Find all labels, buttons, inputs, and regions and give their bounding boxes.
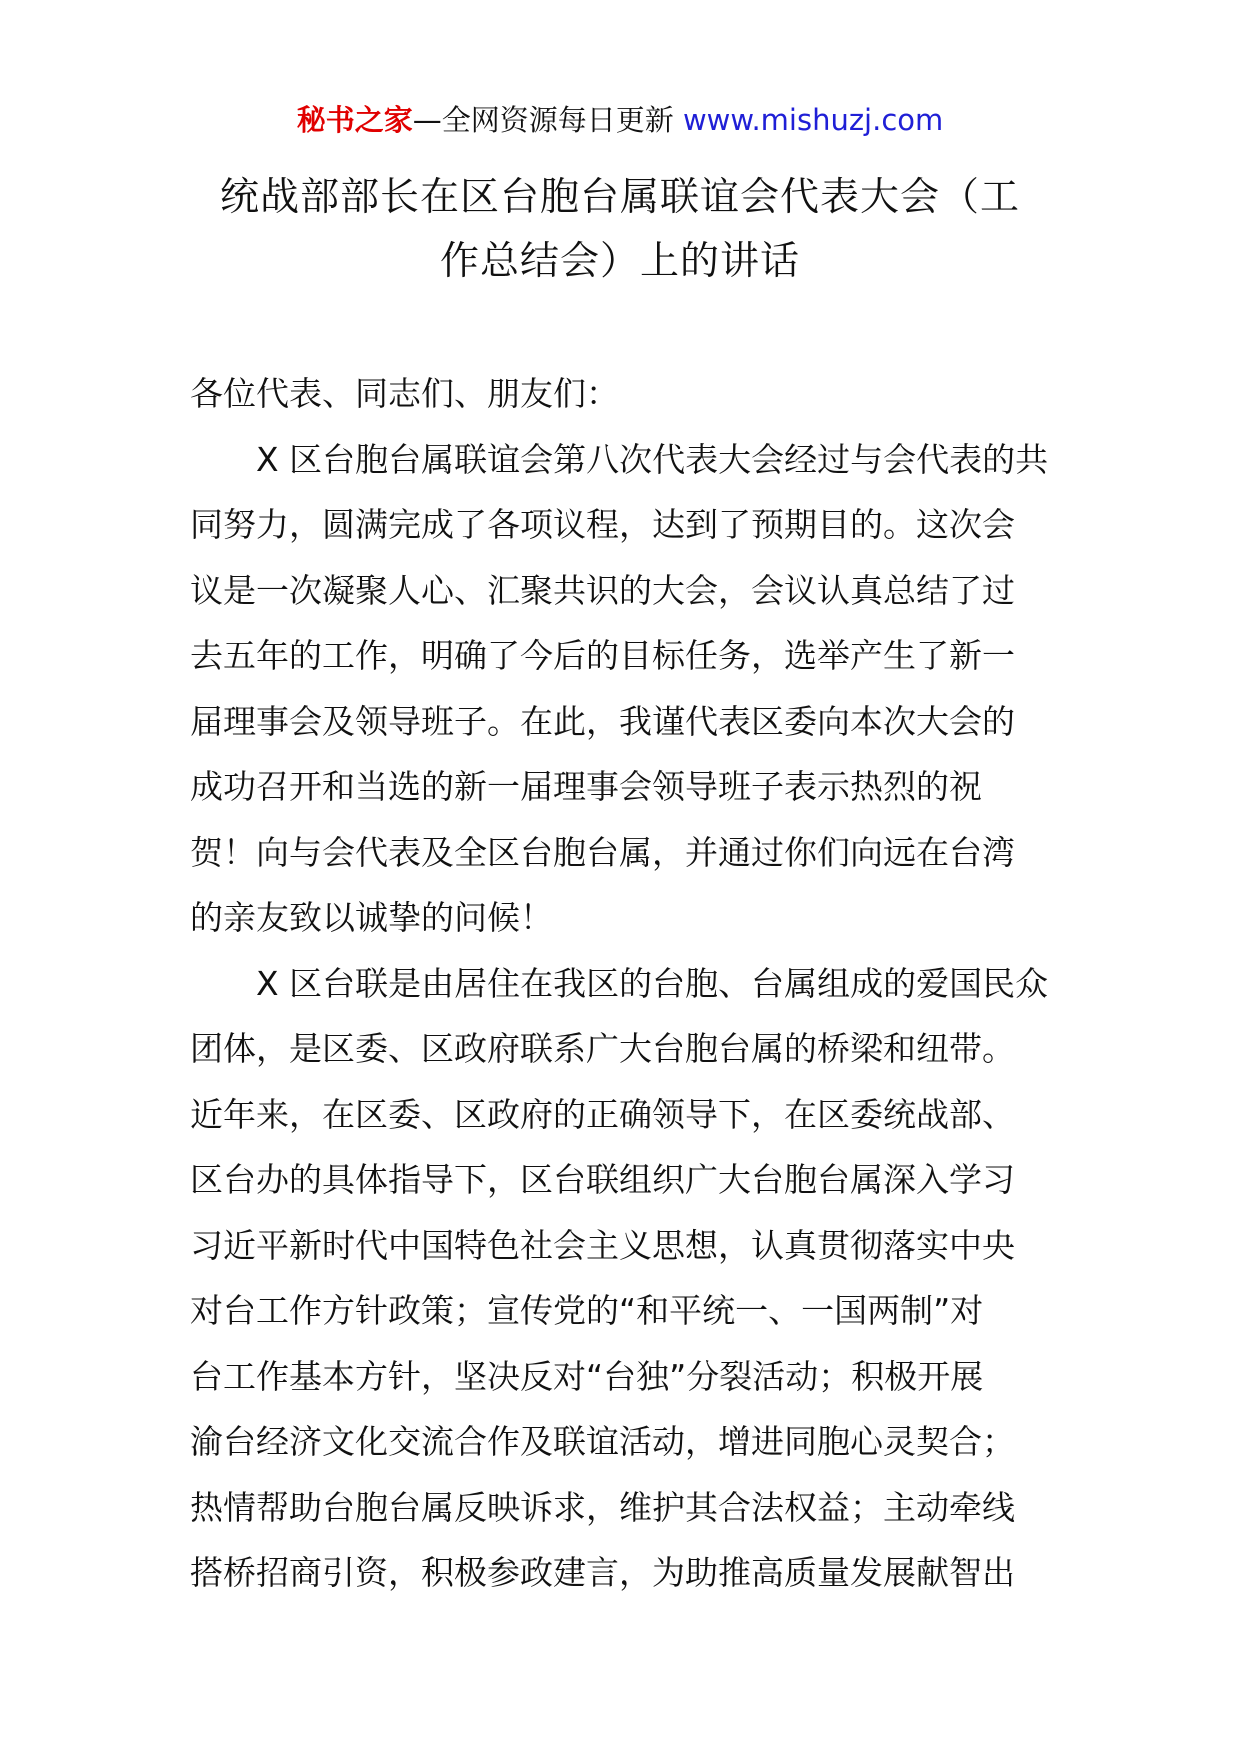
body-line: 习近平新时代中国特色社会主义思想，认真贯彻落实中央 xyxy=(190,1225,1015,1265)
site-header xyxy=(0,100,1240,140)
body-line: 搭桥招商引资，积极参政建言，为助推高质量发展献智出 xyxy=(190,1553,1015,1592)
body-line: 届理事会及领导班子。在此，我谨代表区委向本次大会的 xyxy=(190,701,1015,741)
brand-name: 秘书之家 xyxy=(296,103,413,137)
body-line: X 区台胞台属联谊会第八次代表大会经过与会代表的共 xyxy=(190,439,1049,479)
body-line: X 区台联是由居住在我区的台胞、台属组成的爱国民众 xyxy=(190,963,1049,1003)
body-line: 成功召开和当选的新一届理事会领导班子表示热烈的祝 xyxy=(190,767,982,806)
site-url-link[interactable]: www.mishuzj.com xyxy=(682,103,944,137)
body-line: 团体，是区委、区政府联系广大台胞台属的桥梁和纽带。 xyxy=(190,1029,1015,1068)
body-line: 渝台经济文化交流合作及联谊活动，增进同胞心灵契合； xyxy=(190,1422,1015,1461)
body-line: 去五年的工作，明确了今后的目标任务，选举产生了新一 xyxy=(190,636,1015,675)
body-line: 同努力，圆满完成了各项议程，达到了预期目的。这次会 xyxy=(190,505,1015,544)
title-line-2: 作总结会）上的讲话 xyxy=(439,239,800,284)
body-line: 台工作基本方针，坚决反对“台独”分裂活动；积极开展 xyxy=(190,1356,984,1396)
body-line: 热情帮助台胞台属反映诉求，维护其合法权益；主动牵线 xyxy=(190,1487,1015,1527)
body-line: 对台工作方针政策；宣传党的“和平统一、一国两制”对 xyxy=(190,1291,984,1330)
document-body xyxy=(190,361,1060,1606)
salutation: 各位代表、同志们、朋友们： xyxy=(190,374,619,413)
body-line: 贺！向与会代表及全区台胞台属，并通过你们向远在台湾 xyxy=(190,832,1015,872)
header-slogan: —全网资源每日更新 xyxy=(412,103,674,137)
body-line: 近年来，在区委、区政府的正确领导下，在区委统战部、 xyxy=(190,1094,1015,1134)
document-title xyxy=(180,166,1060,294)
title-line-1: 统战部部长在区台胞台属联谊会代表大会（工 xyxy=(219,175,1020,220)
body-line: 议是一次凝聚人心、汇聚共识的大会，会议认真总结了过 xyxy=(190,570,1015,610)
body-line: 的亲友致以诚挚的问候！ xyxy=(190,898,553,937)
body-line: 区台办的具体指导下，区台联组织广大台胞台属深入学习 xyxy=(190,1160,1015,1199)
